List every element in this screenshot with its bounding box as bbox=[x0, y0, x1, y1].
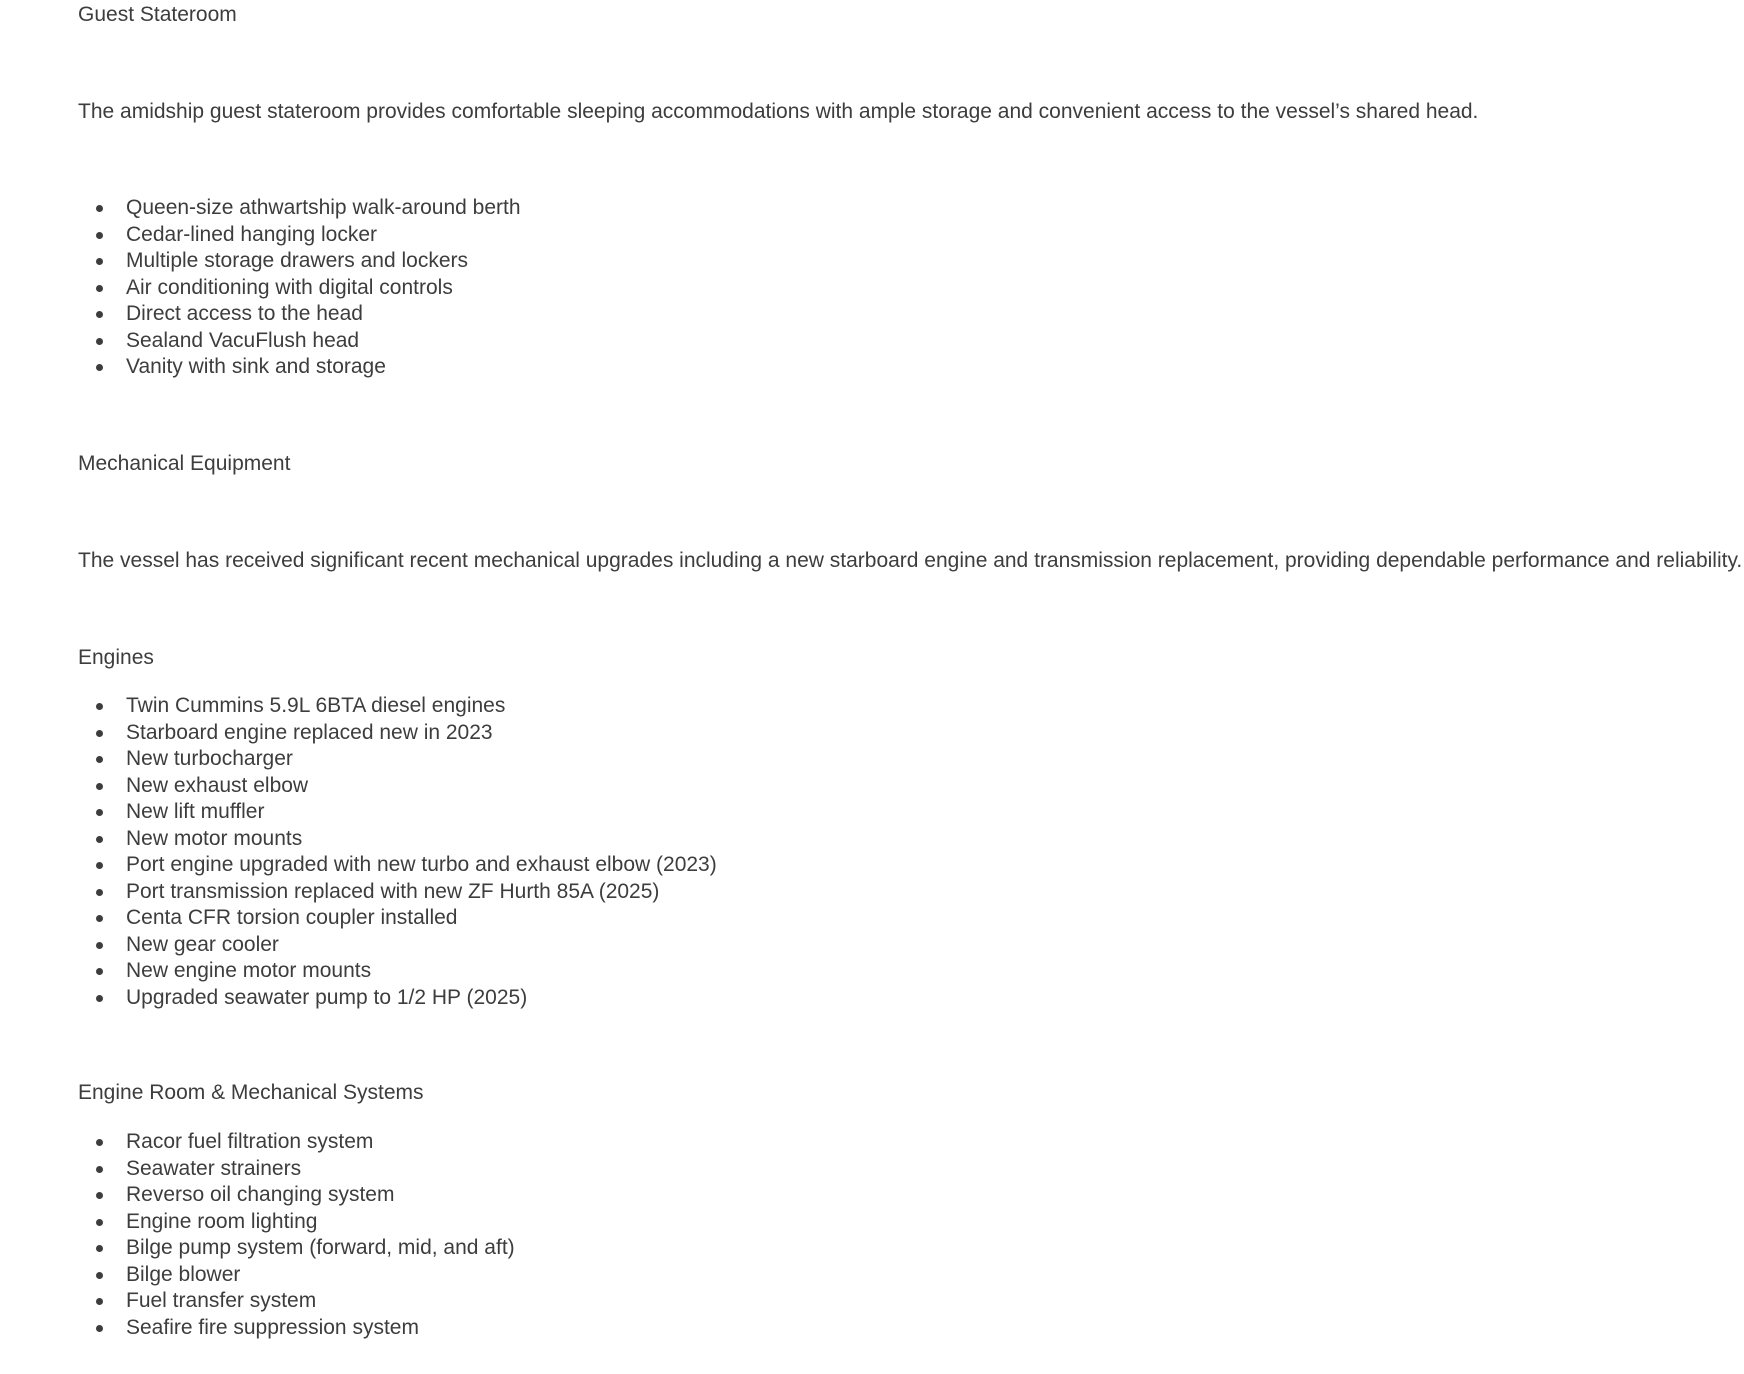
list-item: Centa CFR torsion coupler installed bbox=[78, 905, 717, 932]
mechanical-equipment-heading: Mechanical Equipment bbox=[78, 452, 291, 475]
list-item: New turbocharger bbox=[78, 746, 717, 773]
bullet-icon bbox=[96, 285, 103, 292]
bullet-icon bbox=[96, 311, 103, 318]
bullet-icon bbox=[96, 1192, 103, 1199]
list-item: New lift muffler bbox=[78, 799, 717, 826]
list-item: Port transmission replaced with new ZF Hurth 85A (2025) bbox=[78, 879, 717, 906]
list-item: Twin Cummins 5.9L 6BTA diesel engines bbox=[78, 693, 717, 720]
list-item: Sealand VacuFlush head bbox=[78, 328, 521, 355]
bullet-icon bbox=[96, 889, 103, 896]
bullet-icon bbox=[96, 915, 103, 922]
engine-room-list bbox=[78, 1129, 515, 1341]
bullet-icon bbox=[96, 1219, 103, 1226]
bullet-icon bbox=[96, 1166, 103, 1173]
list-item: Engine room lighting bbox=[78, 1209, 515, 1236]
list-item: Reverso oil changing system bbox=[78, 1182, 515, 1209]
list-item: Seafire fire suppression system bbox=[78, 1315, 515, 1342]
bullet-icon bbox=[96, 968, 103, 975]
engine-room-heading: Engine Room & Mechanical Systems bbox=[78, 1081, 424, 1104]
list-item: Queen-size athwartship walk-around berth bbox=[78, 195, 521, 222]
bullet-icon bbox=[96, 205, 103, 212]
list-item: Port engine upgraded with new turbo and exhaust elbow (2023) bbox=[78, 852, 717, 879]
bullet-icon bbox=[96, 1139, 103, 1146]
guest-stateroom-features bbox=[78, 195, 521, 381]
bullet-icon bbox=[96, 783, 103, 790]
list-item: New motor mounts bbox=[78, 826, 717, 853]
bullet-icon bbox=[96, 862, 103, 869]
list-item: Starboard engine replaced new in 2023 bbox=[78, 720, 717, 747]
list-item: Direct access to the head bbox=[78, 301, 521, 328]
bullet-icon bbox=[96, 942, 103, 949]
bullet-icon bbox=[96, 809, 103, 816]
bullet-icon bbox=[96, 1245, 103, 1252]
list-item: Seawater strainers bbox=[78, 1156, 515, 1183]
list-item: Upgraded seawater pump to 1/2 HP (2025) bbox=[78, 985, 717, 1012]
bullet-icon bbox=[96, 1325, 103, 1332]
bullet-icon bbox=[96, 995, 103, 1002]
list-item: Bilge pump system (forward, mid, and aft) bbox=[78, 1235, 515, 1262]
bullet-icon bbox=[96, 364, 103, 371]
bullet-icon bbox=[96, 1272, 103, 1279]
list-item: Fuel transfer system bbox=[78, 1288, 515, 1315]
bullet-icon bbox=[96, 258, 103, 265]
bullet-icon bbox=[96, 756, 103, 763]
list-item: Air conditioning with digital controls bbox=[78, 275, 521, 302]
list-item: New engine motor mounts bbox=[78, 958, 717, 985]
bullet-icon bbox=[96, 232, 103, 239]
list-item: New gear cooler bbox=[78, 932, 717, 959]
list-item: Bilge blower bbox=[78, 1262, 515, 1289]
mechanical-equipment-description: The vessel has received significant recent mechanical upgrades including a new starboard engine and transmission replacement, providing dependable performance and reliability. bbox=[78, 549, 1743, 572]
guest-stateroom-heading: Guest Stateroom bbox=[78, 3, 237, 26]
bullet-icon bbox=[96, 703, 103, 710]
engines-heading: Engines bbox=[78, 646, 154, 669]
bullet-icon bbox=[96, 1298, 103, 1305]
list-item: Vanity with sink and storage bbox=[78, 354, 521, 381]
list-item: Racor fuel filtration system bbox=[78, 1129, 515, 1156]
guest-stateroom-description: The amidship guest stateroom provides comfortable sleeping accommodations with ample storage and convenient access to the vessel’s shared head. bbox=[78, 100, 1479, 123]
bullet-icon bbox=[96, 338, 103, 345]
list-item: Cedar-lined hanging locker bbox=[78, 222, 521, 249]
list-item: New exhaust elbow bbox=[78, 773, 717, 800]
engines-list bbox=[78, 693, 717, 1011]
bullet-icon bbox=[96, 730, 103, 737]
list-item: Multiple storage drawers and lockers bbox=[78, 248, 521, 275]
bullet-icon bbox=[96, 836, 103, 843]
